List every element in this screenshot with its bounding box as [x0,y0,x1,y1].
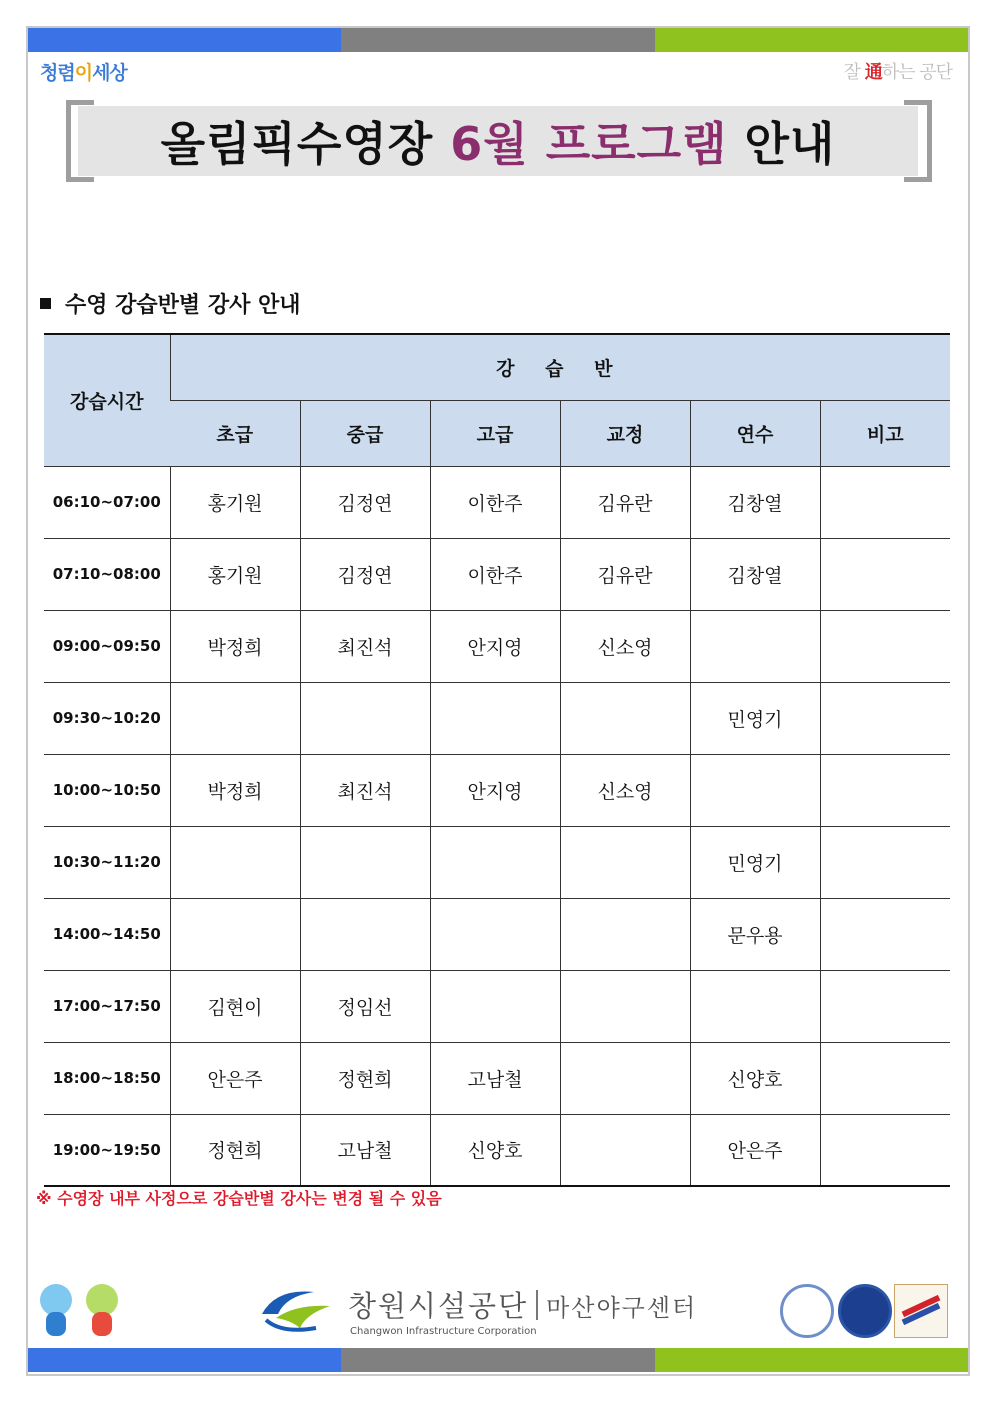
instructor-cell [170,682,300,754]
table-row [44,610,950,682]
certification-seal-icon [894,1284,948,1338]
instructor-cell: 고남철 [430,1042,560,1114]
title-banner [78,106,918,176]
instructor-cell [560,1042,690,1114]
instructor-cell: 문우용 [690,898,820,970]
mascot-green-icon [82,1284,122,1336]
instructor-cell: 민영기 [690,682,820,754]
instructor-cell [560,898,690,970]
instructor-cell: 김유란 [560,466,690,538]
page-title: 올림픽수영장 6월 프로그램 안내 [160,117,836,171]
instructor-cell [690,970,820,1042]
org-english-name: Changwon Infrastructure Corporation [350,1326,537,1337]
table-row [44,1042,950,1114]
row-time: 19:00~19:50 [44,1114,170,1186]
mascot-characters [36,1284,132,1342]
slogan-right: 잘 通하는 공단 [843,62,952,83]
instructor-cell: 최진석 [300,610,430,682]
instructor-cell [430,970,560,1042]
instructor-cell: 이한주 [430,538,560,610]
header-time: 강습시간 [44,334,170,466]
instructor-cell: 신소영 [560,754,690,826]
header-correction: 교정 [560,400,690,466]
instructor-cell: 김정연 [300,538,430,610]
notice-text: ※ 수영장 내부 사정으로 강습반별 강사는 변경 될 수 있음 [36,1189,442,1208]
instructor-cell [300,826,430,898]
instructor-cell: 박정희 [170,610,300,682]
instructor-cell [820,610,950,682]
logo-divider [536,1290,538,1320]
instructor-cell: 신양호 [690,1042,820,1114]
header-intermediate: 중급 [300,400,430,466]
row-time: 10:00~10:50 [44,754,170,826]
instructor-cell: 최진석 [300,754,430,826]
instructor-cell [820,970,950,1042]
bottom-color-bar [28,1348,968,1372]
instructor-cell: 고남철 [300,1114,430,1186]
header-class-group: 강 습 반 [170,334,950,400]
instructor-cell: 안은주 [170,1042,300,1114]
table-row [44,970,950,1042]
certification-badges [780,1284,950,1342]
instructor-cell [430,682,560,754]
instructor-cell: 정임선 [300,970,430,1042]
row-time: 10:30~11:20 [44,826,170,898]
instructor-cell [300,898,430,970]
section-heading: 수영 강습반별 강사 안내 [40,288,301,319]
consumer-certification-badge-icon [780,1284,834,1338]
table-row [44,826,950,898]
slogan-left: 청렴이세상 [40,62,127,84]
table-row [44,898,950,970]
instructor-cell: 김현이 [170,970,300,1042]
row-time: 14:00~14:50 [44,898,170,970]
row-time: 18:00~18:50 [44,1042,170,1114]
mascot-blue-icon [36,1284,76,1336]
header-training: 연수 [690,400,820,466]
instructor-cell: 박정희 [170,754,300,826]
table-row [44,1114,950,1186]
instructor-cell [820,1042,950,1114]
instructor-cell [820,826,950,898]
instructor-cell: 신양호 [430,1114,560,1186]
row-time: 17:00~17:50 [44,970,170,1042]
header-remarks: 비고 [820,400,950,466]
instructor-cell [820,898,950,970]
instructor-cell: 안은주 [690,1114,820,1186]
instructor-cell [820,682,950,754]
top-color-bar [28,28,968,52]
instructor-cell [560,1114,690,1186]
table-row [44,754,950,826]
instructor-cell: 민영기 [690,826,820,898]
instructor-cell: 정현희 [170,1114,300,1186]
instructor-cell [560,970,690,1042]
center-name: 마산야구센터 [546,1294,698,1322]
instructor-cell: 안지영 [430,754,560,826]
instructor-cell: 김창열 [690,538,820,610]
row-time: 07:10~08:00 [44,538,170,610]
org-logo [256,1282,696,1342]
human-rights-badge-icon [838,1284,892,1338]
table-row [44,538,950,610]
schedule-table [44,333,950,1187]
instructor-cell: 신소영 [560,610,690,682]
instructor-cell [820,754,950,826]
instructor-cell [430,826,560,898]
row-time: 09:00~09:50 [44,610,170,682]
instructor-cell: 김창열 [690,466,820,538]
instructor-cell [170,898,300,970]
instructor-cell: 정현희 [300,1042,430,1114]
instructor-cell: 이한주 [430,466,560,538]
instructor-cell [690,754,820,826]
instructor-cell [300,682,430,754]
instructor-cell: 김정연 [300,466,430,538]
instructor-cell: 홍기원 [170,538,300,610]
instructor-cell [820,538,950,610]
instructor-cell [560,682,690,754]
instructor-cell [820,466,950,538]
instructor-cell [820,1114,950,1186]
header-beginner: 초급 [170,400,300,466]
header-advanced: 고급 [430,400,560,466]
instructor-cell [690,610,820,682]
instructor-cell: 김유란 [560,538,690,610]
row-time: 09:30~10:20 [44,682,170,754]
instructor-cell [430,898,560,970]
org-logo-mark-icon [256,1284,336,1340]
table-row [44,682,950,754]
instructor-cell: 안지영 [430,610,560,682]
instructor-cell: 홍기원 [170,466,300,538]
instructor-cell [560,826,690,898]
table-row [44,466,950,538]
square-bullet-icon [40,298,51,309]
org-name: 창원시설공단 [348,1289,529,1323]
instructor-cell [170,826,300,898]
row-time: 06:10~07:00 [44,466,170,538]
